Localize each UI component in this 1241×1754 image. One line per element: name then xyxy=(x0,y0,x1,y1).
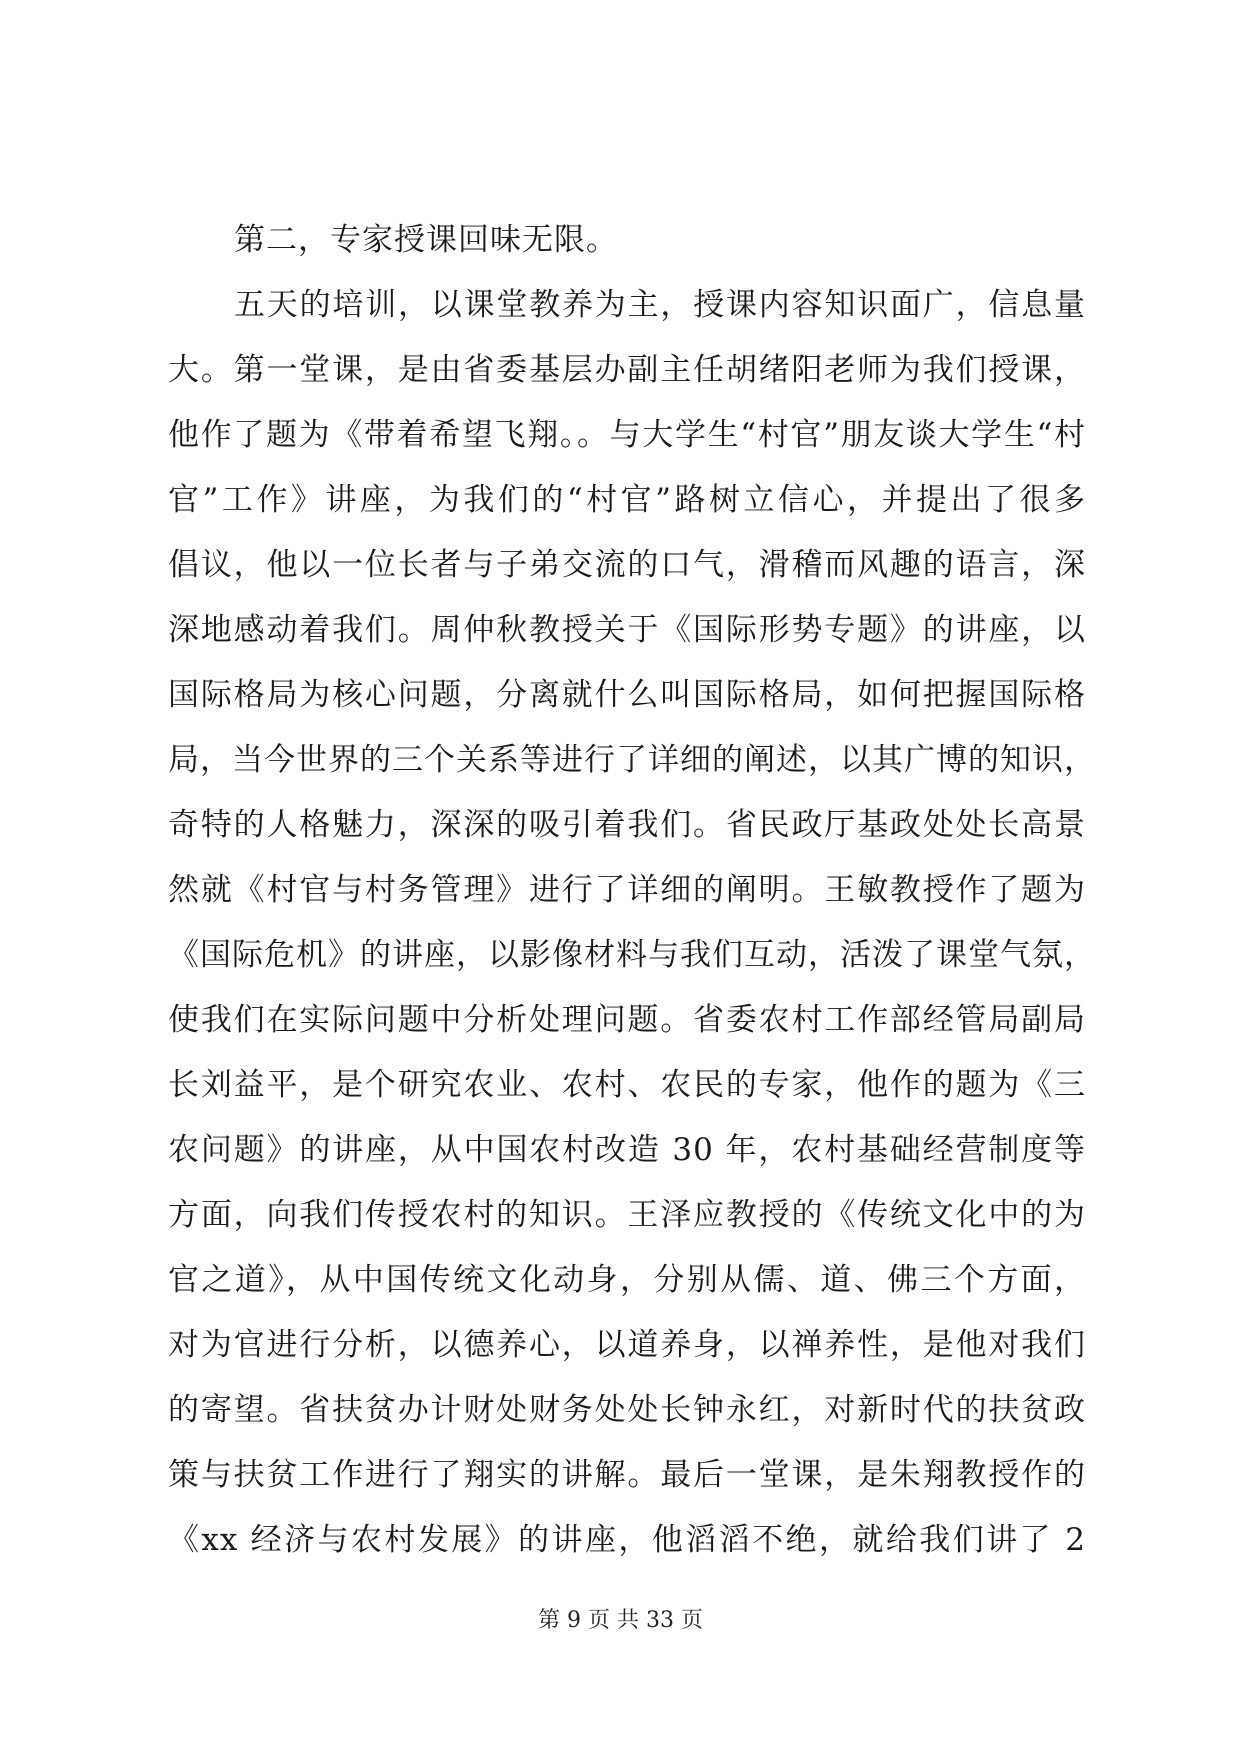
text-line: 农问题》的讲座，从中国农村改造 30 年，农村基础经营制度等 xyxy=(168,1132,1086,1168)
text-line: 官之道》，从中国传统文化动身，分别从儒、道、佛三个方面， xyxy=(168,1262,1086,1298)
text-line: 奇特的人格魅力，深深的吸引着我们。省民政厅基政处处长高景 xyxy=(168,807,1086,843)
text-line: 策与扶贫工作进行了翔实的讲解。最后一堂课，是朱翔教授作的 xyxy=(168,1457,1086,1493)
text-line: 方面，向我们传授农村的知识。王泽应教授的《传统文化中的为 xyxy=(168,1197,1086,1233)
text-line: 他作了题为《带着希望飞翔。。与大学生“村官”朋友谈大学生“村 xyxy=(168,417,1086,453)
text-line: 倡议，他以一位长者与子弟交流的口气，滑稽而风趣的语言，深 xyxy=(168,547,1086,583)
text-line: 深地感动着我们。周仲秋教授关于《国际形势专题》的讲座，以 xyxy=(168,612,1086,648)
text-line: 官”工作》讲座，为我们的“村官”路树立信心，并提出了很多 xyxy=(168,482,1086,518)
text-line: 五天的培训，以课堂教养为主，授课内容知识面广，信息量 xyxy=(234,287,1086,323)
text-line: 第二，专家授课回味无限。 xyxy=(234,222,618,258)
page-number-footer: 第 9 页 共 33 页 xyxy=(538,1608,703,1633)
text-line: 《国际危机》的讲座，以影像材料与我们互动，活泼了课堂气氛， xyxy=(168,937,1096,973)
text-line: 使我们在实际问题中分析处理问题。省委农村工作部经管局副局 xyxy=(168,1002,1086,1038)
text-line: 长刘益平，是个研究农业、农村、农民的专家，他作的题为《三 xyxy=(168,1067,1086,1103)
text-line: 然就《村官与村务管理》进行了详细的阐明。王敏教授作了题为 xyxy=(168,872,1086,908)
text-line: 的寄望。省扶贫办计财处财务处处长钟永红，对新时代的扶贫政 xyxy=(168,1392,1086,1428)
text-line: 《xx 经济与农村发展》的讲座，他滔滔不绝，就给我们讲了 2 xyxy=(168,1522,1086,1558)
text-line: 国际格局为核心问题，分离就什么叫国际格局，如何把握国际格 xyxy=(168,677,1086,713)
text-line: 大。第一堂课，是由省委基层办副主任胡绪阳老师为我们授课， xyxy=(168,352,1086,388)
body-text xyxy=(168,208,1096,1573)
text-line: 局，当今世界的三个关系等进行了详细的阐述，以其广博的知识， xyxy=(168,742,1096,778)
text-line: 对为官进行分析，以德养心，以道养身，以禅养性，是他对我们 xyxy=(168,1327,1086,1363)
